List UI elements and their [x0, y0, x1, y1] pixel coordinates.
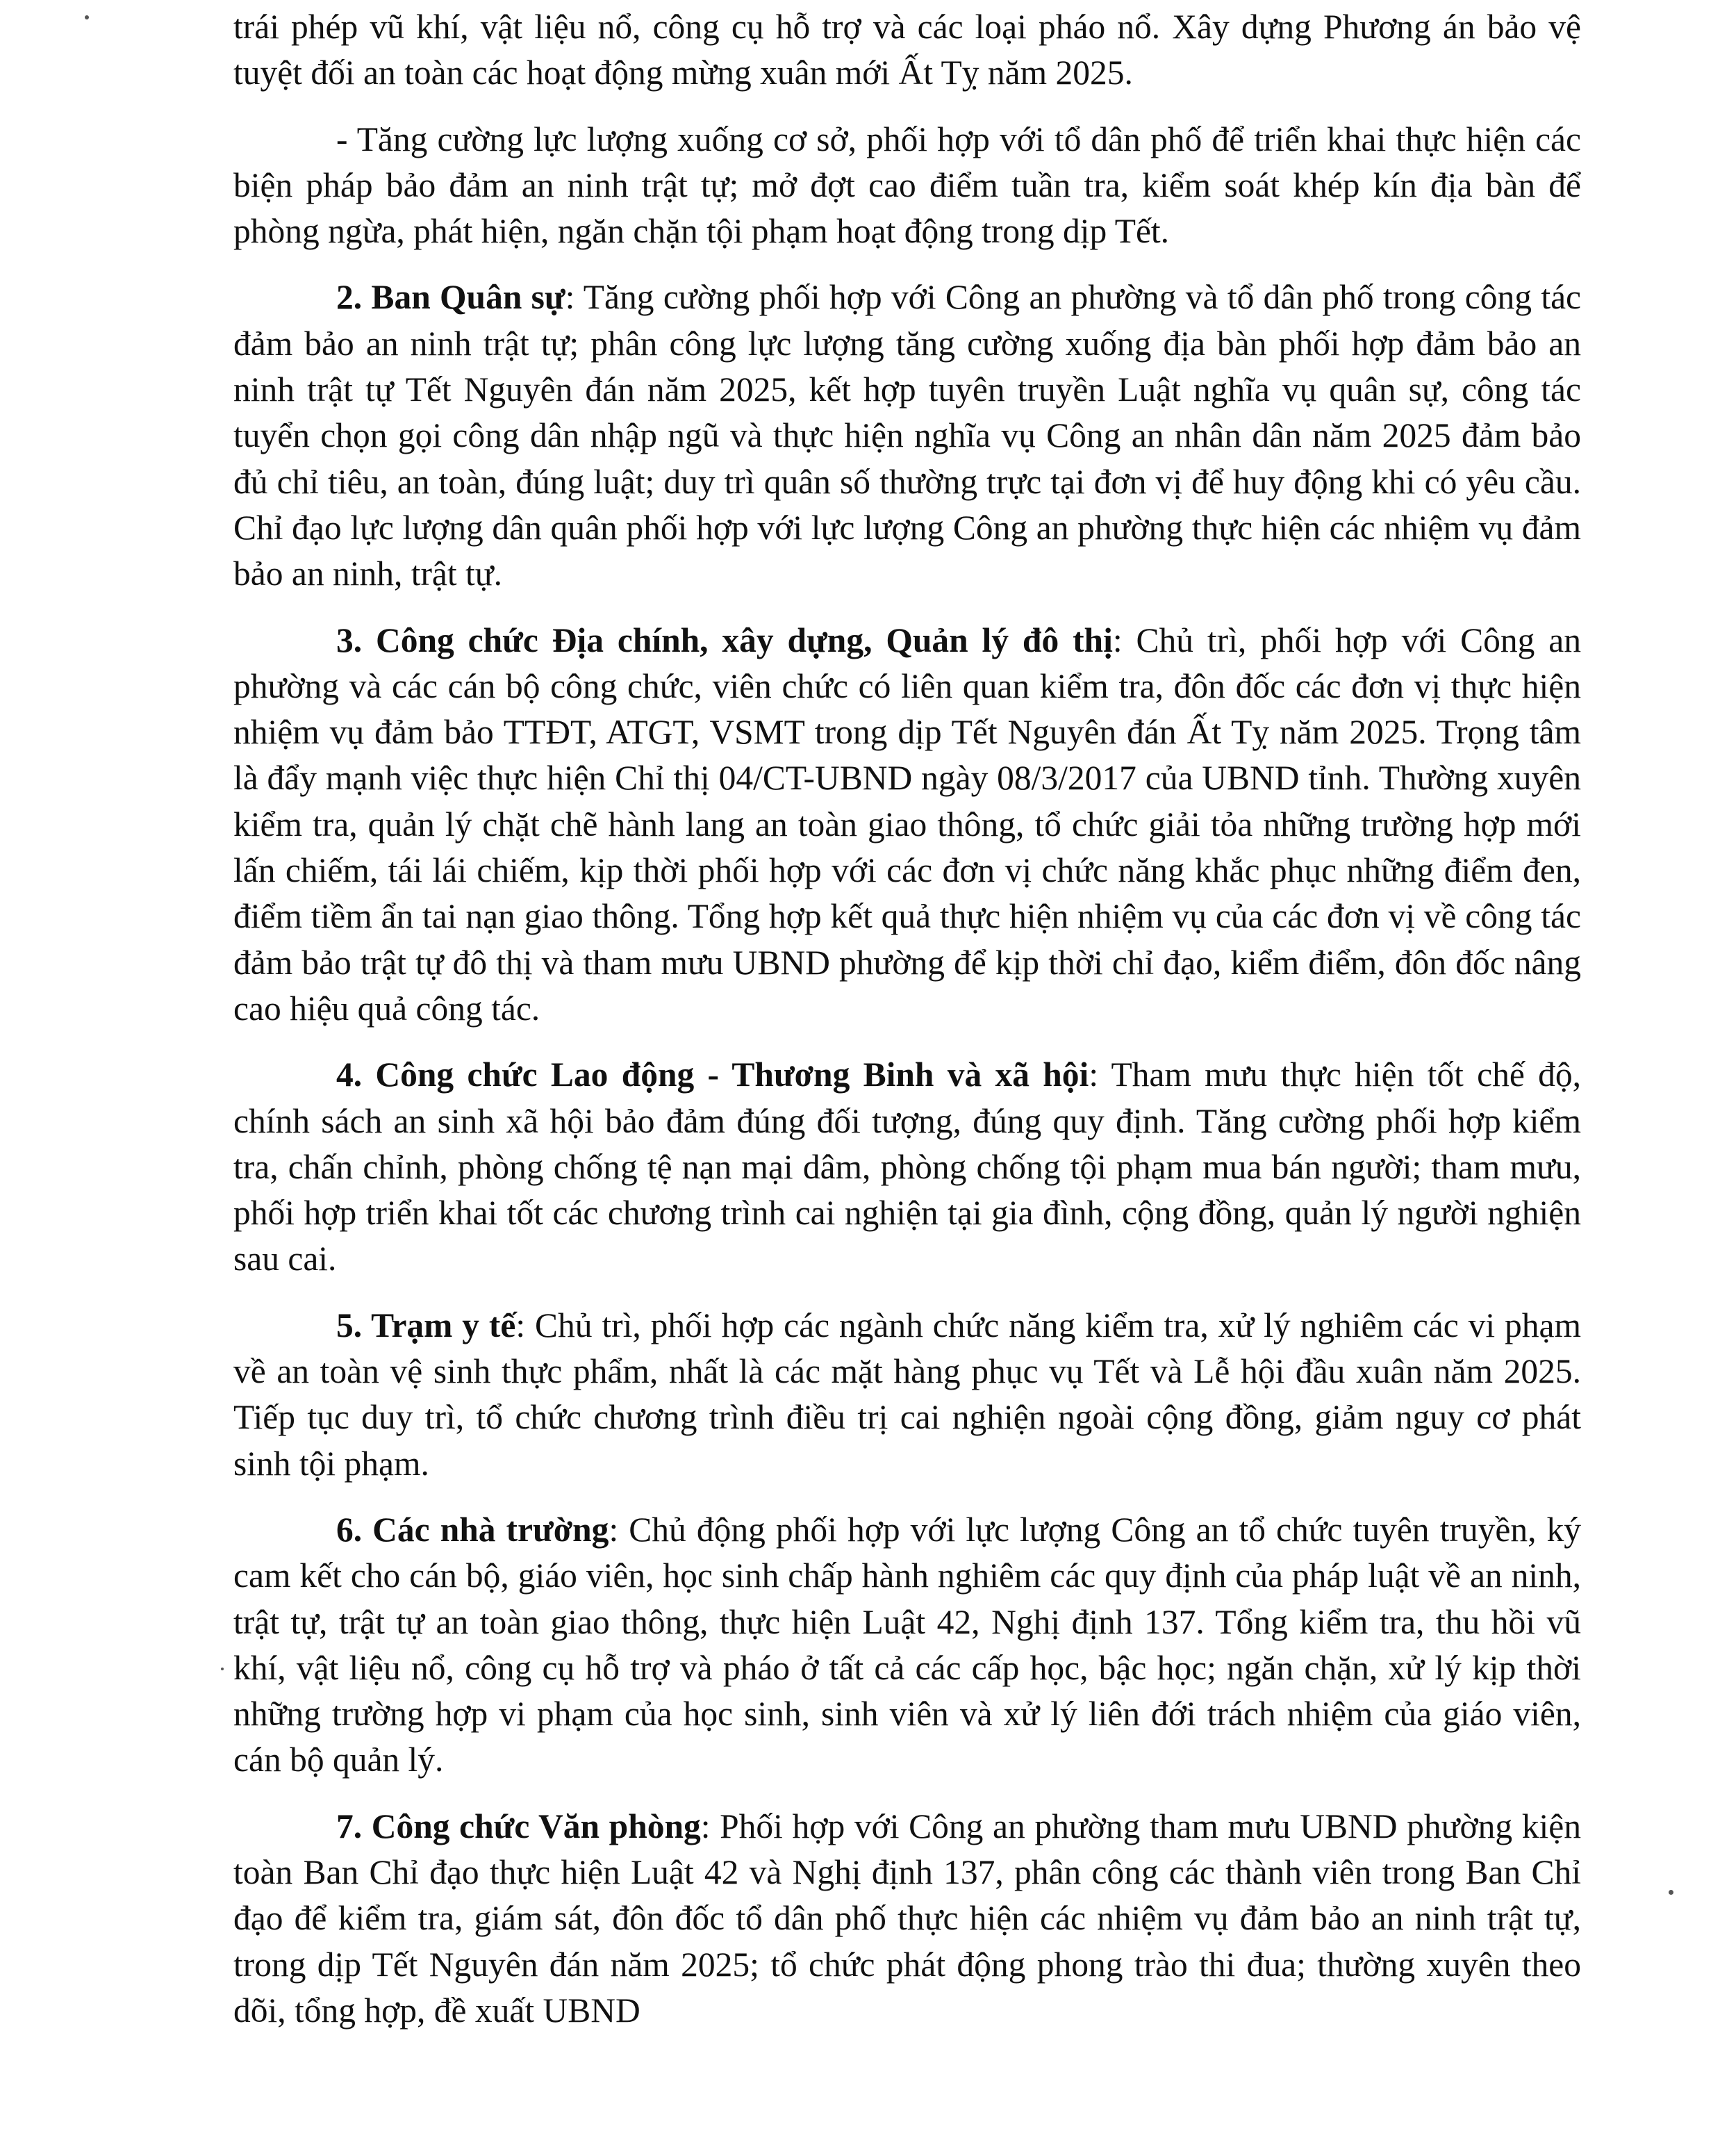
scan-speck — [85, 15, 89, 19]
paragraph-land-construction — [233, 618, 1581, 1032]
paragraph-text: - Tăng cường lực lượng xuống cơ sở, phối hợp với tổ dân phố để triển khai thực hiện các biện pháp bảo đảm an ninh trật tự; mở đợt cao điểm tuần tra, kiểm soát khép kín địa bàn để phòng ngừa, phát hiện, ngăn chặn tội phạm hoạt động trong dịp Tết. — [233, 120, 1581, 251]
section-heading: 7. Công chức Văn phòng — [336, 1807, 701, 1845]
paragraph-text: : Phối hợp với Công an phường tham mưu UBND phường kiện toàn Ban Chỉ đạo thực hiện Luật 42 và Nghị định 137, phân công các thành viên trong Ban Chỉ đạo để kiểm tra, giám sát, đôn đốc tổ dân phố thực hiện các nhiệm vụ đảm bảo an ninh trật tự, trong dịp Tết Nguyên đán năm 2025; tổ chức phát động phong trào thi đua; thường xuyên theo dõi, tổng hợp, đề xuất UBND — [233, 1807, 1581, 2030]
paragraph-text: : Tăng cường phối hợp với Công an phường và tổ dân phố trong công tác đảm bảo an ninh trật tự; phân công lực lượng tăng cường xuống địa bàn phối hợp đảm bảo an ninh trật tự Tết Nguyên đán năm 2025, kết hợp tuyên truyền Luật nghĩa vụ quân sự, công tác tuyển chọn gọi công dân nhập ngũ và thực hiện nghĩa vụ Công an nhân dân năm 2025 đảm bảo đủ chỉ tiêu, an toàn, đúng luật; duy trì quân số thường trực tại đơn vị để huy động khi có yêu cầu. Chỉ đạo lực lượng dân quân phối hợp với lực lượng Công an phường thực hiện các nhiệm vụ đảm bảo an ninh, trật tự. — [233, 278, 1582, 593]
section-heading: 6. Các nhà trường — [336, 1510, 609, 1549]
scan-speck — [1669, 1890, 1673, 1895]
paragraph-continuation — [233, 4, 1581, 97]
section-heading: 2. Ban Quân sự — [336, 278, 565, 317]
paragraph-text: : Chủ trì, phối hợp với Công an phường và các cán bộ công chức, viên chức có liên quan kiểm tra, đôn đốc các đơn vị thực hiện nhiệm vụ đảm bảo TTĐT, ATGT, VSMT trong dịp Tết Nguyên đán Ất Tỵ năm 2025. Trọng tâm là đẩy mạnh việc thực hiện Chỉ thị 04/CT-UBND ngày 08/3/2017 của UBND tỉnh. Thường xuyên kiểm tra, quản lý chặt chẽ hành lang an toàn giao thông, tổ chức giải tỏa những trường hợp mới lấn chiếm, tái lái chiếm, kịp thời phối hợp với các đơn vị chức năng khắc phục những điểm đen, điểm tiềm ẩn tai nạn giao thông. Tổng hợp kết quả thực hiện nhiệm vụ của các đơn vị về công tác đảm bảo trật tự đô thị và tham mưu UBND phường để kịp thời chỉ đạo, kiểm điểm, đôn đốc nâng cao hiệu quả công tác. — [233, 620, 1581, 1028]
paragraph-labour-social — [233, 1052, 1581, 1282]
paragraph-office — [233, 1804, 1581, 2034]
paragraph-text: : Chủ trì, phối hợp các ngành chức năng kiểm tra, xử lý nghiêm các vi phạm về an toàn vệ sinh thực phẩm, nhất là các mặt hàng phục vụ Tết và Lễ hội đầu xuân năm 2025. Tiếp tục duy trì, tổ chức chương trình điều trị cai nghiện ngoài cộng đồng, giảm nguy cơ phát sinh tội phạm. — [233, 1306, 1581, 1483]
paragraph-military — [233, 274, 1581, 597]
paragraph-health-station — [233, 1303, 1581, 1487]
paragraph-text: : Tham mưu thực hiện tốt chế độ, chính sách an sinh xã hội bảo đảm đúng đối tượng, đúng quy định. Tăng cường phối hợp kiểm tra, chấn chỉnh, phòng chống tệ nạn mại dâm, phòng chống tội phạm mua bán người; tham mưu, phối hợp triển khai tốt các chương trình cai nghiện tại gia đình, cộng đồng, quản lý người nghiện sau cai. — [233, 1055, 1581, 1278]
paragraph-text: : Chủ động phối hợp với lực lượng Công an tổ chức tuyên truyền, ký cam kết cho cán bộ, giáo viên, học sinh chấp hành nghiêm các quy định của pháp luật về an ninh, trật tự, trật tự an toàn giao thông, thực hiện Luật 42, Nghị định 137. Tổng kiểm tra, thu hồi vũ khí, vật liệu nổ, công cụ hỗ trợ và pháo ở tất cả các cấp học, bậc học; ngăn chặn, xử lý kịp thời những trường hợp vi phạm của học sinh, sinh viên và xử lý liên đới trách nhiệm của giáo viên, cán bộ quản lý. — [233, 1510, 1582, 1779]
paragraph-text: trái phép vũ khí, vật liệu nổ, công cụ hỗ trợ và các loại pháo nổ. Xây dựng Phương án bảo vệ tuyệt đối an toàn các hoạt động mừng xuân mới Ất Tỵ năm 2025. — [233, 8, 1581, 92]
section-heading: 4. Công chức Lao động - Thương Binh và xã hội — [336, 1055, 1089, 1094]
paragraph-schools — [233, 1507, 1581, 1784]
section-heading: 5. Trạm y tế — [336, 1306, 516, 1344]
paragraph-police-measures — [233, 117, 1581, 255]
scan-speck — [221, 1668, 224, 1670]
section-heading: 3. Công chức Địa chính, xây dựng, Quản lý đô thị — [336, 620, 1113, 659]
document-page — [233, 4, 1581, 2054]
